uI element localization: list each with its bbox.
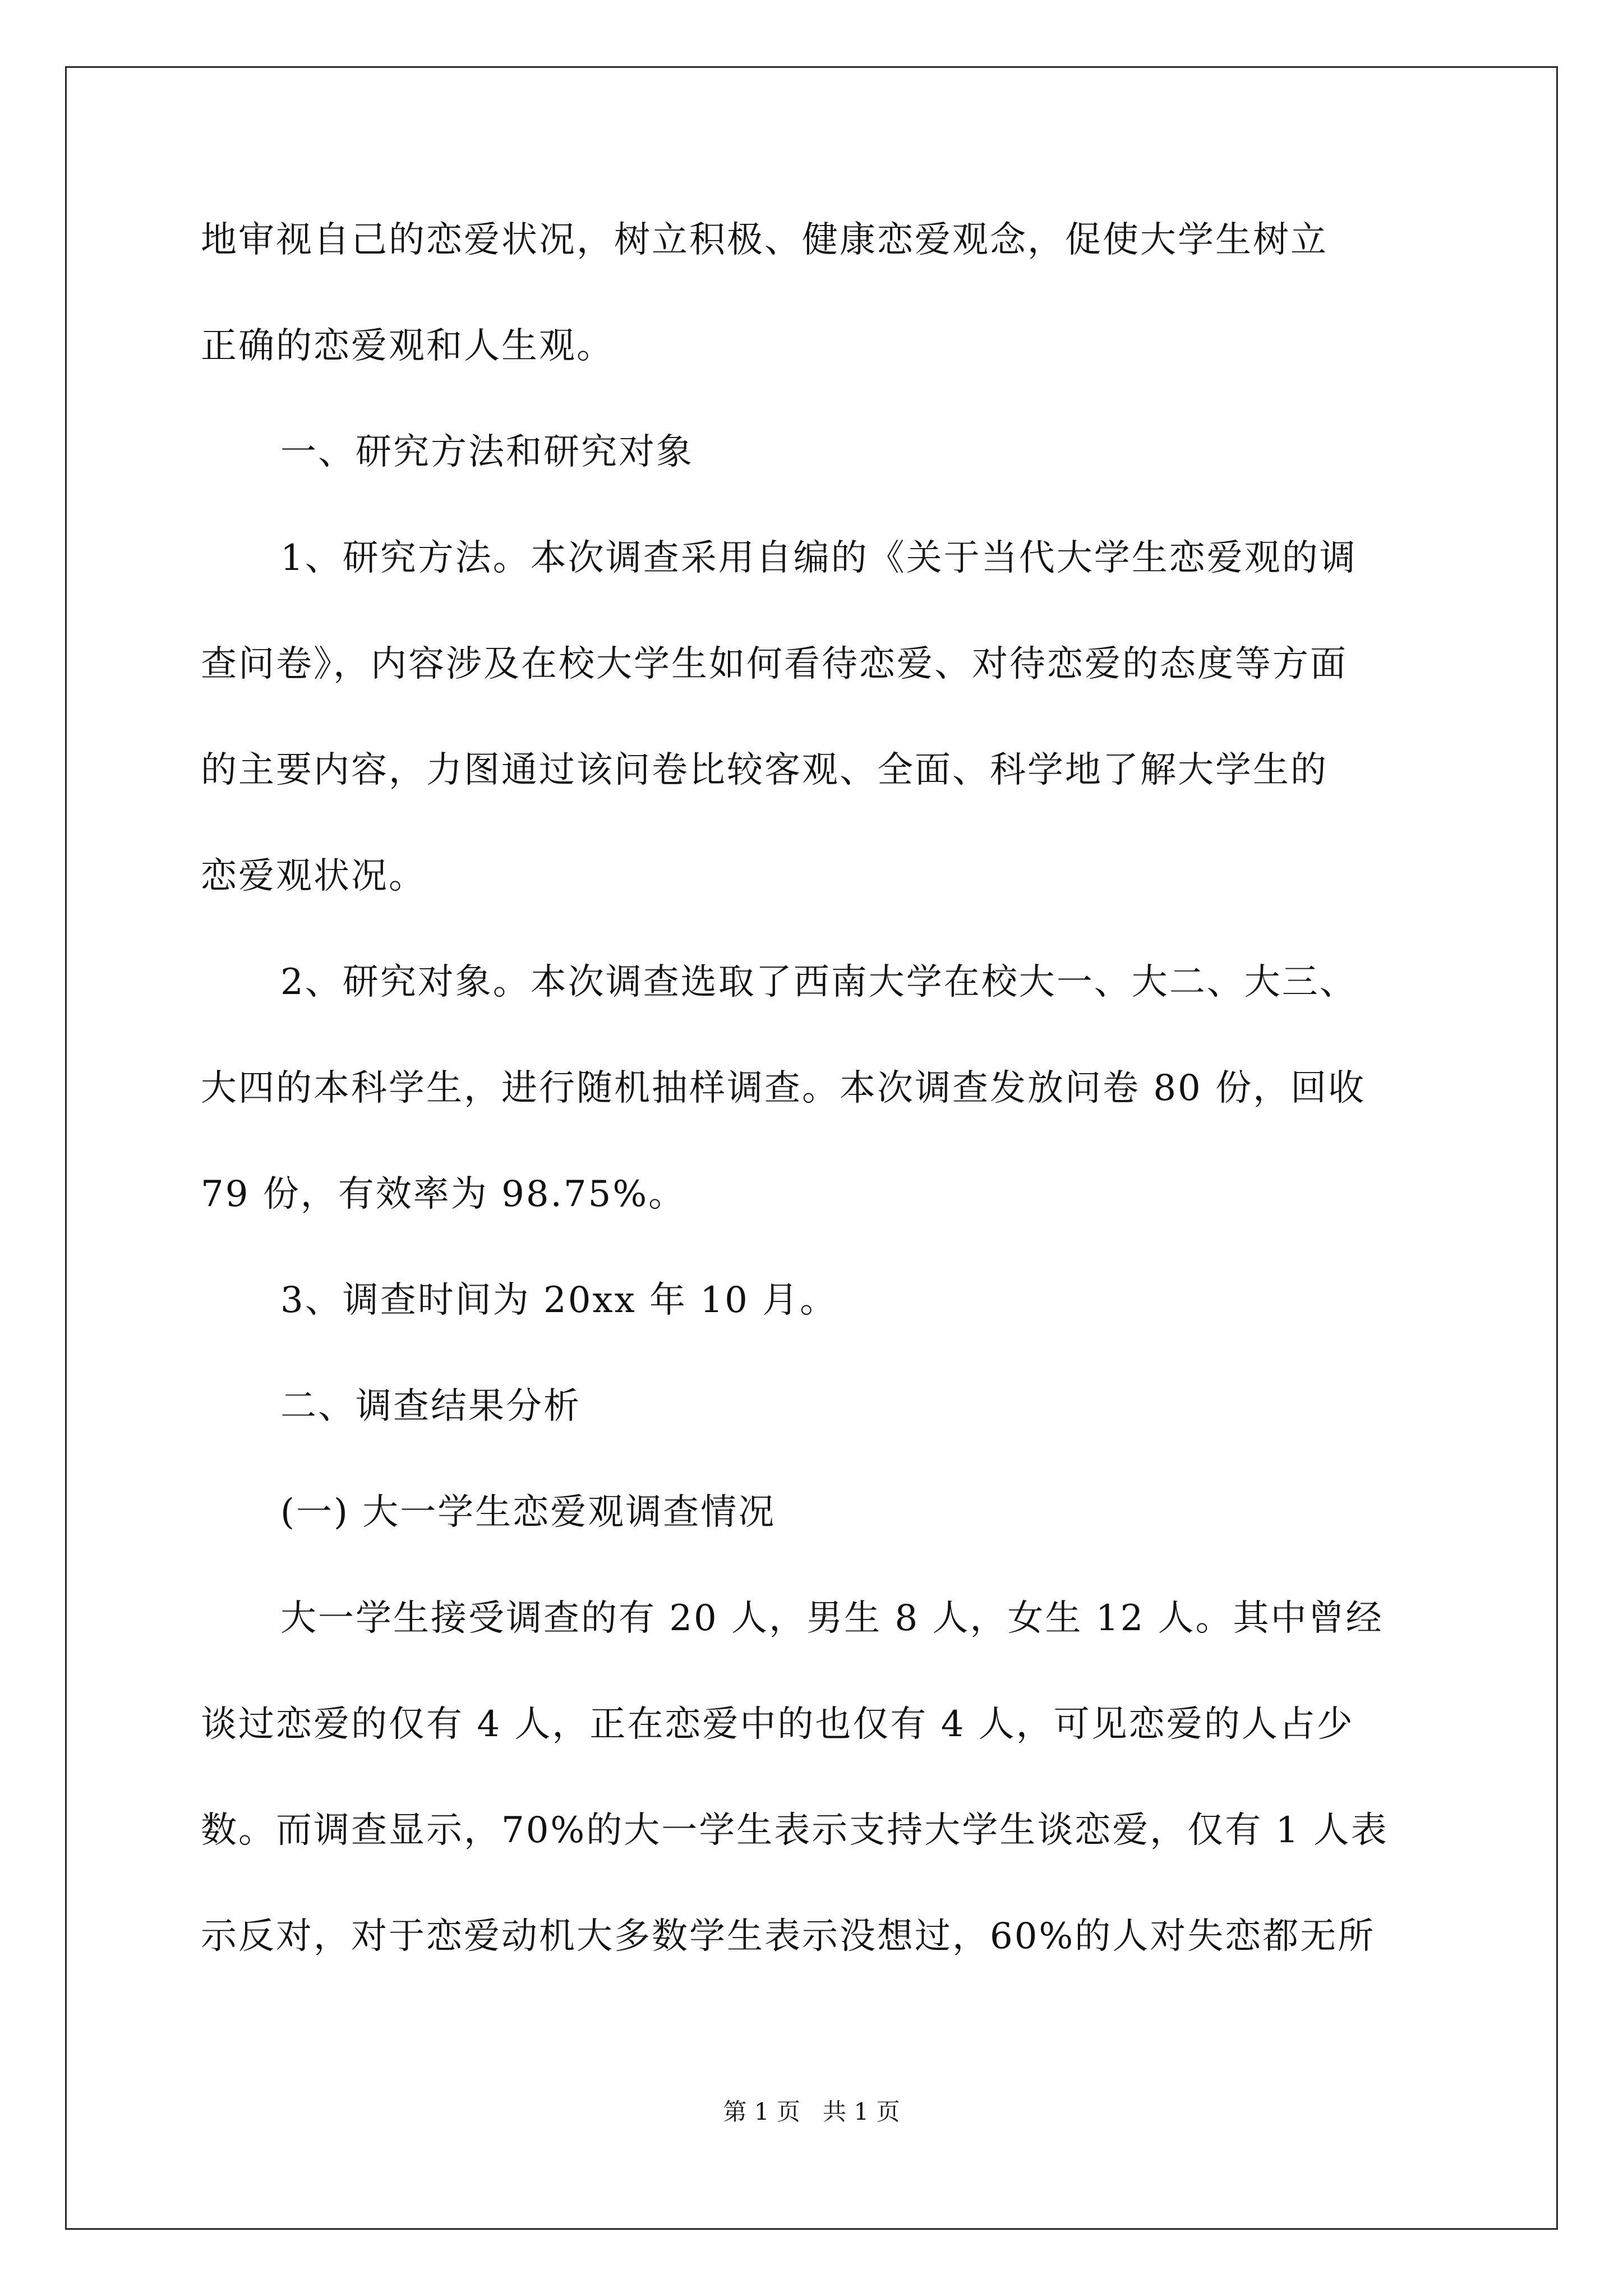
text-line: 正确的恋爱观和人生观。 — [201, 325, 614, 367]
text-line: 79 份，有效率为 98.75%。 — [201, 1174, 686, 1215]
subsection-heading: (一) 大一学生恋爱观调查情况 — [280, 1492, 776, 1533]
document-body — [201, 220, 1435, 2022]
text-line: 2、研究对象。本次调查选取了西南大学在校大一、大二、大三、 — [280, 961, 1357, 1003]
text-line: 数。而调查显示，70%的大一学生表示支持大学生谈恋爱，仅有 1 人表 — [201, 1810, 1389, 1851]
section-heading: 一、研究方法和研究对象 — [280, 431, 694, 473]
text-line: 谈过恋爱的仅有 4 人，正在恋爱中的也仅有 4 人，可见恋爱的人占少 — [201, 1704, 1354, 1745]
text-line: 大一学生接受调查的有 20 人，男生 8 人，女生 12 人。其中曾经 — [280, 1598, 1384, 1639]
text-line: 大四的本科学生，进行随机抽样调查。本次调查发放问卷 80 份，回收 — [201, 1068, 1366, 1109]
text-line: 恋爱观状况。 — [201, 855, 426, 897]
text-line: 查问卷》，内容涉及在校大学生如何看待恋爱、对待恋爱的态度等方面 — [201, 643, 1348, 685]
text-line: 地审视自己的恋爱状况，树立积极、健康恋爱观念，促使大学生树立 — [201, 219, 1328, 261]
text-line: 1、研究方法。本次调查采用自编的《关于当代大学生恋爱观的调 — [280, 537, 1357, 579]
text-line: 3、调查时间为 20xx 年 10 月。 — [280, 1280, 838, 1321]
page-footer: 第 1 页 共 1 页 — [723, 2098, 900, 2125]
text-line: 的主要内容，力图通过该问卷比较客观、全面、科学地了解大学生的 — [201, 749, 1328, 791]
text-line: 示反对，对于恋爱动机大多数学生表示没想过，60%的人对失恋都无所 — [201, 1916, 1376, 1957]
section-heading: 二、调查结果分析 — [280, 1386, 581, 1427]
